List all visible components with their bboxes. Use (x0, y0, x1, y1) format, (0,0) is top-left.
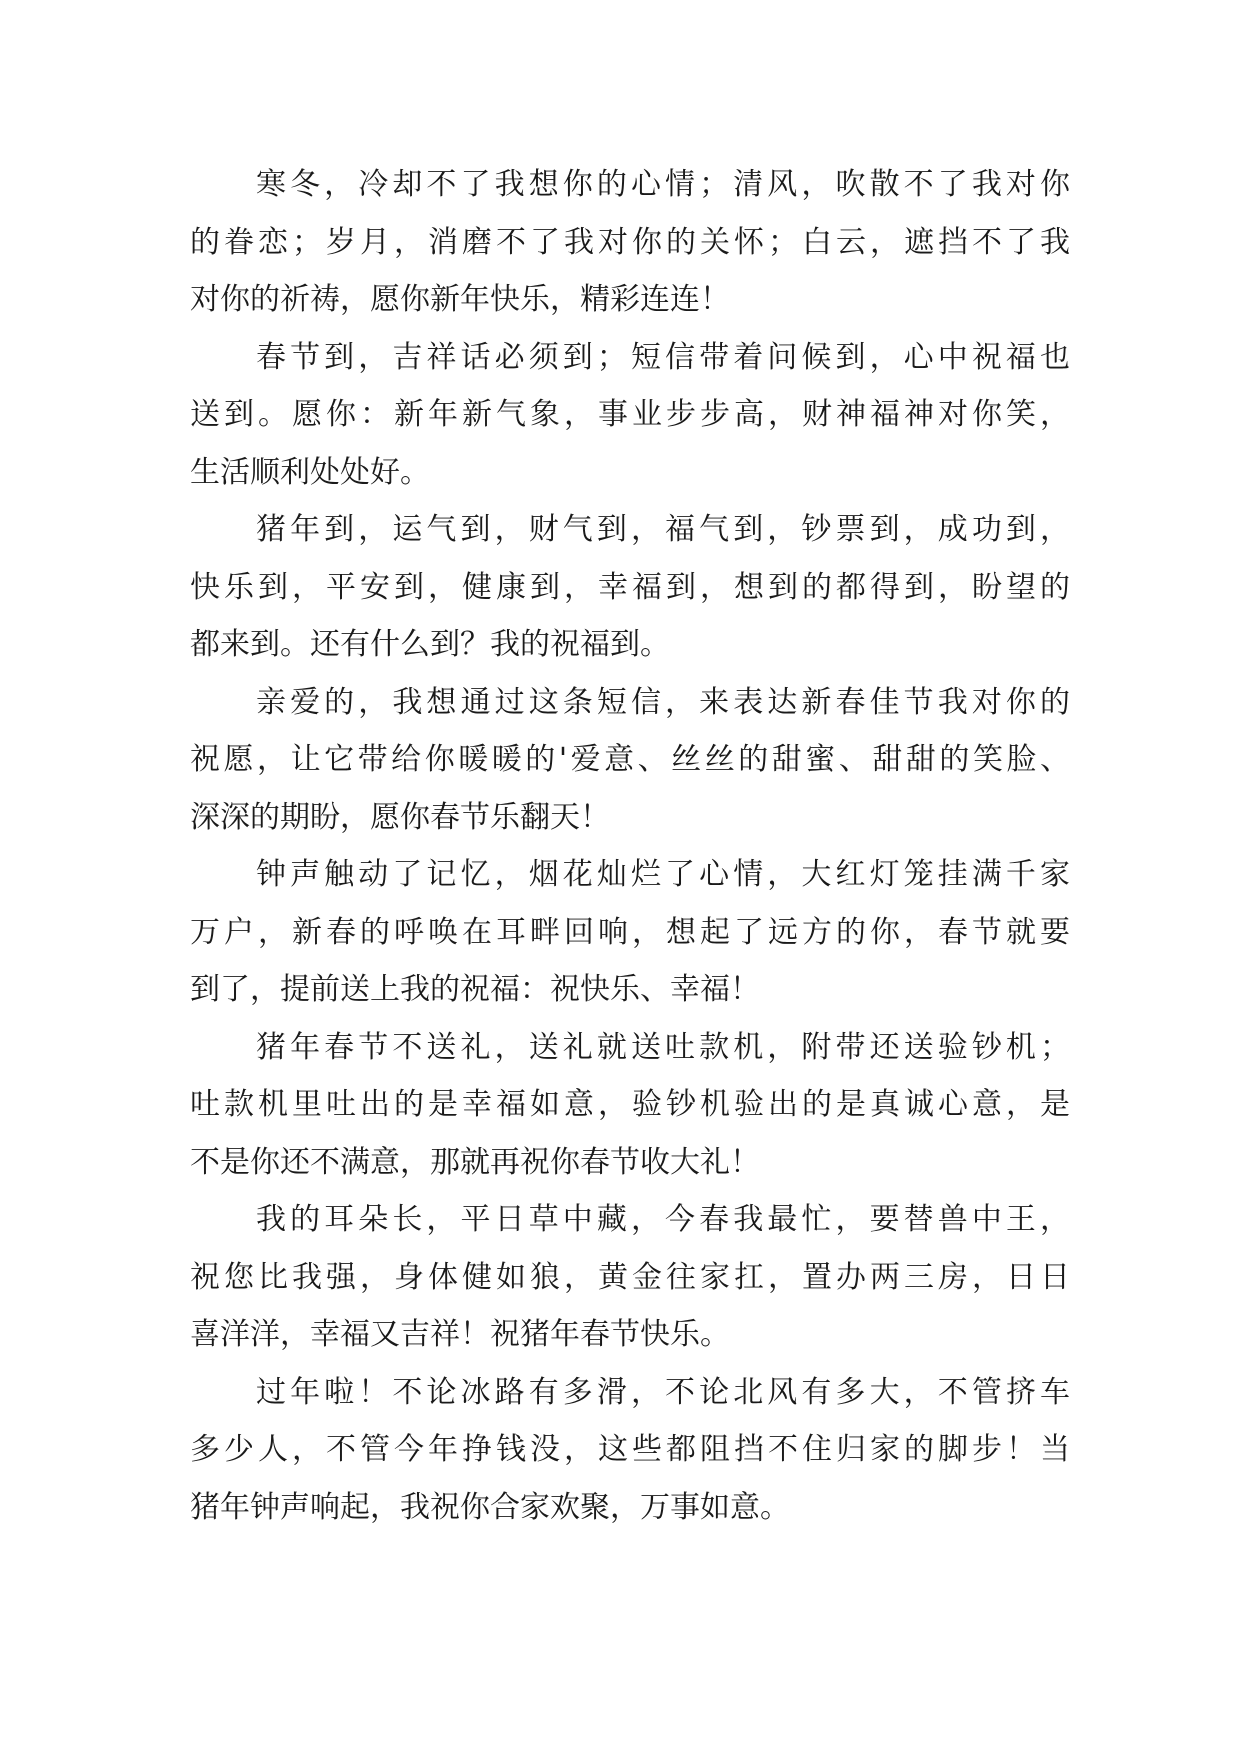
text-line: 深深的期盼，愿你春节乐翻天！ (190, 799, 610, 835)
text-line: 过年啦！不论冰路有多滑，不论北风有多大，不管挤车 (256, 1374, 1070, 1410)
paragraph (190, 1019, 1070, 1192)
paragraph (190, 674, 1070, 847)
paragraph (190, 1191, 1070, 1364)
text-line: 亲爱的，我想通过这条短信，来表达新春佳节我对你的 (256, 684, 1070, 720)
text-line: 多少人，不管今年挣钱没，这些都阻挡不住归家的脚步！当 (190, 1432, 1070, 1467)
paragraph (190, 156, 1070, 329)
document-body (190, 156, 1070, 1536)
text-line: 都来到。还有什么到？我的祝福到。 (190, 627, 670, 662)
text-line: 到了，提前送上我的祝福：祝快乐、幸福！ (190, 972, 760, 1007)
text-line: 喜洋洋，幸福又吉祥！祝猪年春节快乐。 (190, 1317, 730, 1352)
paragraph (190, 329, 1070, 502)
text-line: 吐款机里吐出的是幸福如意，验钞机验出的是真诚心意，是 (190, 1087, 1070, 1122)
text-line: 春节到，吉祥话必须到；短信带着问候到，心中祝福也 (256, 339, 1070, 375)
paragraph (190, 1364, 1070, 1537)
paragraph (190, 846, 1070, 1019)
text-line: 寒冬，冷却不了我想你的心情；清风，吹散不了我对你 (256, 167, 1070, 202)
text-line: 送到。愿你：新年新气象，事业步步高，财神福神对你笑， (190, 397, 1070, 432)
text-line: 对你的祈祷，愿你新年快乐，精彩连连！ (190, 282, 730, 317)
paragraph (190, 501, 1070, 674)
text-line: 猪年春节不送礼，送礼就送吐款机，附带还送验钞机； (256, 1029, 1070, 1065)
text-line: 不是你还不满意，那就再祝你春节收大礼！ (190, 1144, 760, 1180)
text-line: 猪年钟声响起，我祝你合家欢聚，万事如意。 (190, 1489, 790, 1525)
text-line: 万户，新春的呼唤在耳畔回响，想起了远方的你，春节就要 (190, 914, 1070, 950)
text-line: 我的耳朵长，平日草中藏，今春我最忙，要替兽中王， (256, 1202, 1070, 1237)
text-line: 钟声触动了记忆，烟花灿烂了心情，大红灯笼挂满千家 (256, 857, 1070, 892)
text-line: 的眷恋；岁月，消磨不了我对你的关怀；白云，遮挡不了我 (190, 224, 1070, 260)
text-line: 生活顺利处处好。 (190, 454, 430, 490)
text-line: 快乐到，平安到，健康到，幸福到，想到的都得到，盼望的 (190, 569, 1070, 605)
text-line: 猪年到，运气到，财气到，福气到，钞票到，成功到， (256, 512, 1070, 547)
text-line: 祝愿，让它带给你暖暖的'爱意、丝丝的甜蜜、甜甜的笑脸、 (190, 742, 1070, 777)
text-line: 祝您比我强，身体健如狼，黄金往家扛，置办两三房，日日 (190, 1259, 1070, 1295)
